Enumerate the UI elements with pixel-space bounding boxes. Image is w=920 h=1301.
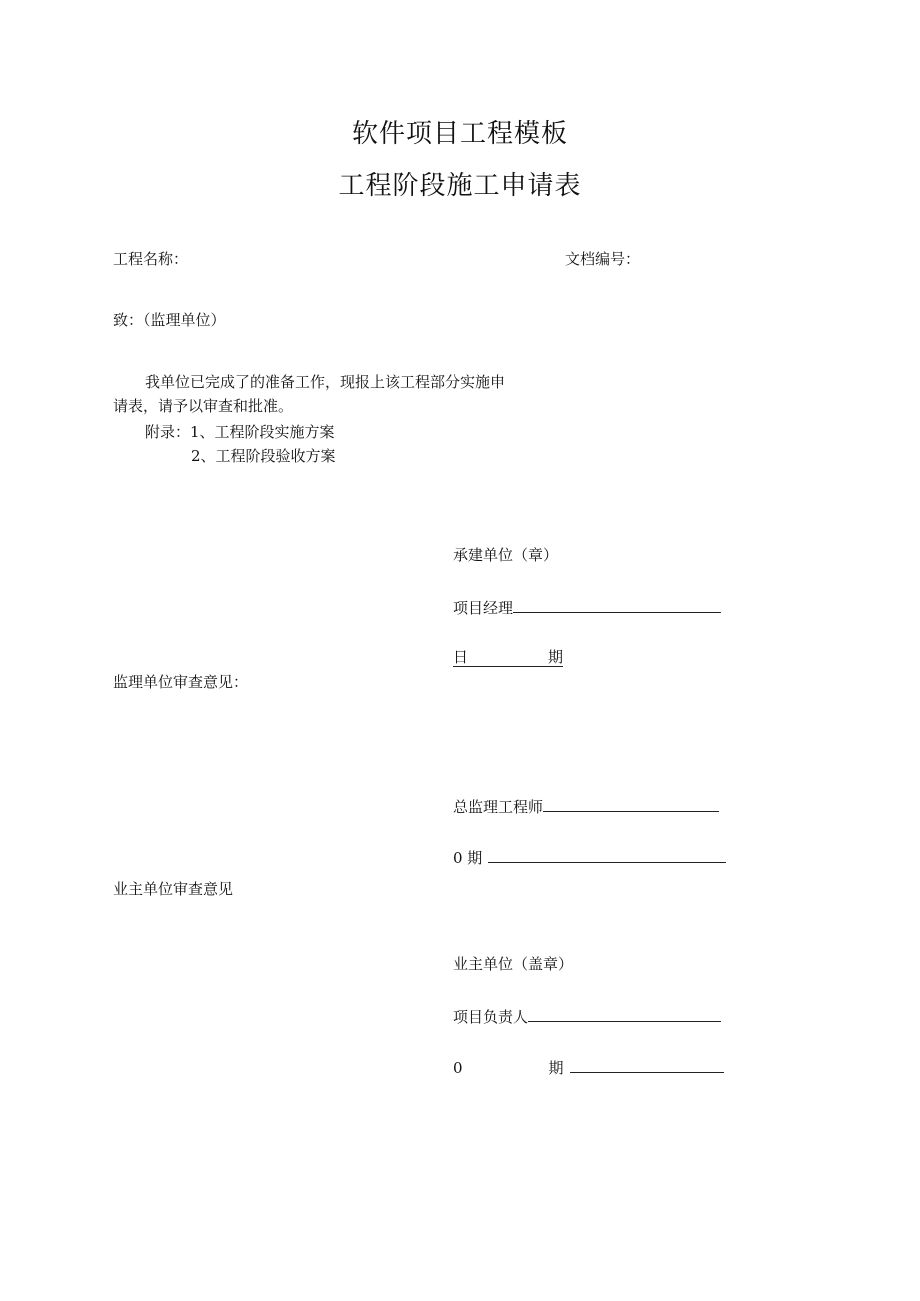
owner-responsible-label: 项目负责人 (453, 1008, 529, 1026)
owner-unit-label: 业主单位（盖章） (453, 955, 574, 973)
project-manager-label: 项目经理 (453, 599, 514, 617)
owner-date-left: 0 (453, 1059, 463, 1077)
body-line-2: 请表，请予以审查和批准。 (113, 397, 294, 415)
owner-date-line (570, 1057, 724, 1073)
chief-supervisor-row (453, 796, 719, 816)
document-title: 软件项目工程模板 (351, 119, 568, 149)
project-manager-row (453, 597, 721, 617)
contractor-date-row (453, 648, 563, 667)
contractor-date-left: 日 (453, 648, 469, 666)
owner-responsible-signature-line (528, 1006, 721, 1022)
doc-number-label: 文档编号： (565, 250, 641, 268)
owner-date-row (453, 1057, 724, 1077)
supervisor-date-label: 0 期 (453, 849, 483, 867)
owner-date-right: 期 (548, 1059, 564, 1077)
appendix-label: 附录： (145, 423, 191, 441)
project-manager-signature-line (513, 597, 721, 613)
supervisor-date-row (453, 847, 726, 867)
project-name-label: 工程名称： (113, 250, 189, 268)
contractor-unit-label: 承建单位（章） (453, 546, 559, 564)
appendix-item-1 (145, 423, 335, 441)
appendix-text-1: 1、工程阶段实施方案 (190, 423, 335, 441)
owner-opinion-label: 业主单位审查意见 (113, 880, 234, 898)
body-line-1: 我单位已完成了的准备工作，现报上该工程部分实施申 (145, 373, 506, 391)
supervisor-date-line (488, 847, 726, 863)
appendix-item-2: 2、工程阶段验收方案 (191, 447, 336, 465)
supervisor-opinion-label: 监理单位审查意见： (113, 673, 249, 691)
form-title: 工程阶段施工申请表 (338, 171, 582, 201)
addressee: 致：（监理单位） (113, 311, 226, 329)
contractor-date-right: 期 (548, 648, 564, 666)
chief-supervisor-label: 总监理工程师 (453, 798, 544, 816)
chief-supervisor-signature-line (543, 796, 719, 812)
owner-responsible-row (453, 1006, 721, 1026)
